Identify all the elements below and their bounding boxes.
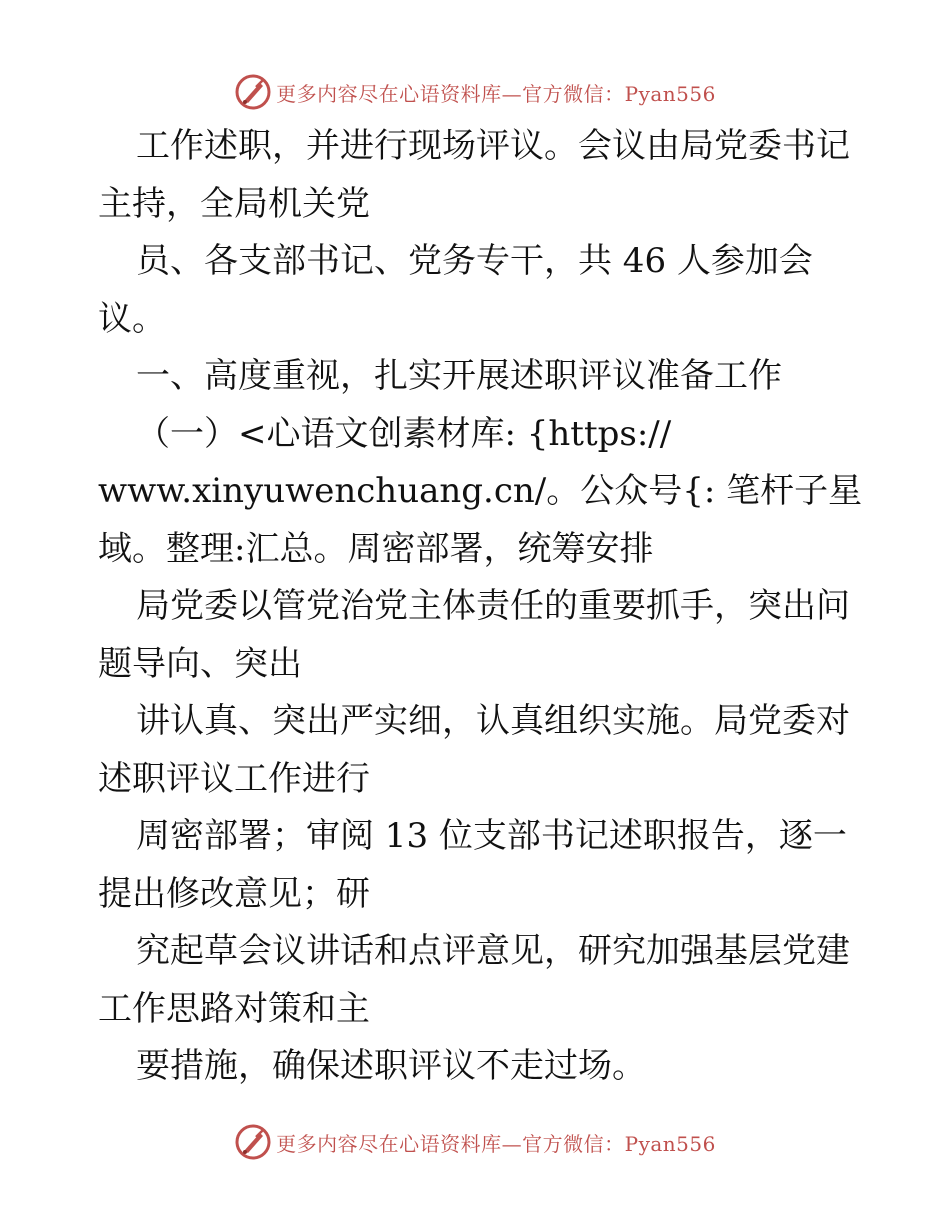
body-text bbox=[98, 118, 863, 1096]
header-banner bbox=[0, 72, 950, 112]
quill-pen-logo-icon bbox=[234, 1123, 272, 1161]
paragraph-line: www.xinyuwenchuang.cn/。公众号{: 笔杆子星 bbox=[98, 471, 863, 511]
paragraph-line: 主持，全局机关党 bbox=[98, 183, 370, 224]
paragraph-line: 域。整理:汇总。周密部署，统筹安排 bbox=[98, 528, 654, 569]
paragraph-line: 周密部署；审阅 13 位支部书记述职报告，逐一 bbox=[136, 816, 847, 856]
paragraph-line: 述职评议工作进行 bbox=[98, 758, 370, 799]
paragraph-line: 要措施，确保述职评议不走过场。 bbox=[136, 1046, 646, 1086]
paragraph-line: 题导向、突出 bbox=[98, 643, 302, 684]
paragraph-line: （一）<心语文创素材库: {https:// bbox=[136, 413, 672, 454]
paragraph-line: 工作述职，并进行现场评议。会议由局党委书记 bbox=[136, 126, 850, 166]
paragraph-line: 工作思路对策和主 bbox=[98, 988, 370, 1029]
paragraph-line: 局党委以管党治党主体责任的重要抓手，突出问 bbox=[136, 586, 850, 626]
paragraph-line: 员、各支部书记、党务专干，共 46 人参加会 bbox=[136, 241, 813, 281]
footer-banner bbox=[0, 1122, 950, 1162]
paragraph-line: 议。 bbox=[98, 298, 166, 339]
paragraph-line: 究起草会议讲话和点评意见，研究加强基层党建 bbox=[136, 931, 850, 971]
banner-text: 更多内容尽在心语资料库—官方微信：Pyan556 bbox=[276, 81, 716, 106]
paragraph-line: 讲认真、突出严实细，认真组织实施。局党委对 bbox=[136, 701, 850, 741]
banner-text: 更多内容尽在心语资料库—官方微信：Pyan556 bbox=[276, 1131, 716, 1156]
quill-pen-logo-icon bbox=[234, 73, 272, 111]
section-heading: 一、高度重视，扎实开展述职评议准备工作 bbox=[136, 356, 782, 396]
paragraph-line: 提出修改意见；研 bbox=[98, 873, 370, 914]
